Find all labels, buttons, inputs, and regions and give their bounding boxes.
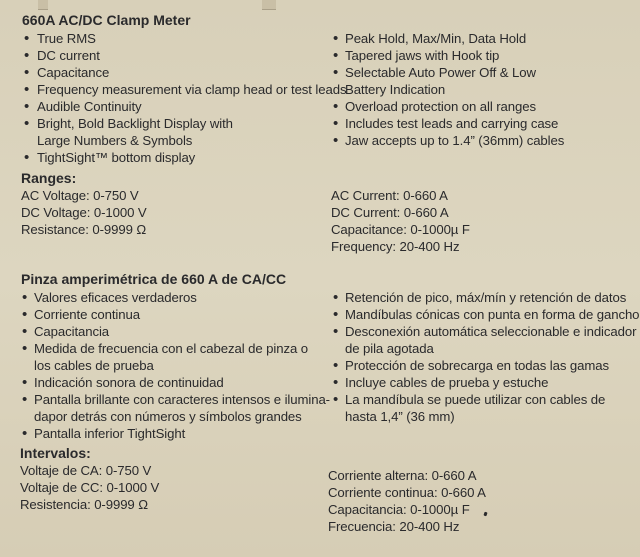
section-title: 660A AC/DC Clamp Meter: [22, 12, 191, 28]
feature-text: Peak Hold, Max/Min, Data Hold: [345, 31, 527, 46]
range-value: Corriente alterna: 0-660 A: [328, 468, 477, 483]
range-value: DC Current: 0-660 A: [331, 205, 449, 220]
feature-text: Large Numbers & Symbols: [37, 133, 193, 148]
range-value: Capacitance: 0-1000µ F: [331, 222, 470, 237]
feature-text: Tapered jaws with Hook tip: [345, 48, 500, 63]
feature-text: Mandíbulas cónicas con punta en forma de gancho: [345, 307, 640, 322]
range-value: Resistencia: 0-9999 Ω: [20, 497, 148, 512]
bullet-icon: •: [333, 306, 339, 323]
bullet-icon: •: [22, 340, 28, 357]
bullet-icon: •: [24, 81, 30, 98]
range-value: Voltaje de CC: 0-1000 V: [20, 480, 160, 495]
range-value: Corriente continua: 0-660 A: [328, 485, 486, 500]
bullet-icon: •: [333, 30, 339, 47]
feature-text: Selectable Auto Power Off & Low: [345, 65, 536, 80]
feature-text: los cables de prueba: [34, 358, 154, 373]
bullet-icon: •: [333, 357, 339, 374]
bullet-icon: •: [24, 47, 30, 64]
bullet-icon: •: [24, 98, 30, 115]
range-value: Frecuencia: 20-400 Hz: [328, 519, 460, 534]
bullet-icon: •: [24, 30, 30, 47]
feature-text: Includes test leads and carrying case: [345, 116, 559, 131]
feature-text: Protección de sobrecarga en todas las gamas: [345, 358, 610, 373]
bullet-icon: •: [333, 115, 339, 132]
bullet-icon: •: [22, 323, 28, 340]
range-value: AC Current: 0-660 A: [331, 188, 448, 203]
feature-text: Pantalla inferior TightSight: [34, 426, 186, 441]
bullet-icon: •: [333, 47, 339, 64]
feature-text: Retención de pico, máx/mín y retención de datos: [345, 290, 627, 305]
feature-text: Jaw accepts up to 1.4” (36mm) cables: [345, 133, 565, 148]
bullet-icon: •: [24, 64, 30, 81]
feature-text: DC current: [37, 48, 100, 63]
feature-text: Audible Continuity: [37, 99, 142, 114]
feature-text: hasta 1,4” (36 mm): [345, 409, 455, 424]
bullet-icon: •: [333, 98, 339, 115]
ranges-heading: Intervalos:: [20, 445, 91, 461]
feature-text: La mandíbula se puede utilizar con cables de: [345, 392, 606, 407]
bullet-icon: •: [22, 425, 28, 442]
ranges-heading: Ranges:: [21, 170, 77, 186]
feature-text: Medida de frecuencia con el cabezal de pinza o: [34, 341, 308, 356]
range-value: Frequency: 20-400 Hz: [331, 239, 460, 254]
top-edge-notch: [38, 0, 48, 10]
bullet-icon: •: [333, 374, 339, 391]
feature-text: Battery Indication: [345, 82, 446, 97]
range-value: Capacitancia: 0-1000µ F: [328, 502, 470, 517]
feature-text: Indicación sonora de continuidad: [34, 375, 224, 390]
feature-text: Capacitancia: [34, 324, 110, 339]
feature-text: Overload protection on all ranges: [345, 99, 536, 114]
bullet-icon: •: [22, 306, 28, 323]
bullet-icon: •: [333, 289, 339, 306]
range-value: Voltaje de CA: 0-750 V: [20, 463, 152, 478]
ink-speck: [483, 512, 487, 517]
bullet-icon: •: [22, 374, 28, 391]
bullet-icon: •: [333, 64, 339, 81]
top-edge-notch: [262, 0, 276, 10]
feature-text: Valores eficaces verdaderos: [34, 290, 197, 305]
range-value: Resistance: 0-9999 Ω: [21, 222, 147, 237]
feature-text: Pantalla brillante con caracteres intensos e ilumina-: [34, 392, 330, 407]
bullet-icon: •: [24, 149, 30, 166]
bullet-icon: •: [22, 289, 28, 306]
section-title: Pinza amperimétrica de 660 A de CA/CC: [21, 271, 287, 287]
feature-text: True RMS: [37, 31, 96, 46]
feature-text: Capacitance: [37, 65, 110, 80]
feature-text: Corriente continua: [34, 307, 140, 322]
feature-text: dapor detrás con números y símbolos grandes: [34, 409, 302, 424]
bullet-icon: •: [333, 391, 339, 408]
range-value: DC Voltage: 0-1000 V: [21, 205, 147, 220]
bullet-icon: •: [333, 132, 339, 149]
bullet-icon: •: [333, 323, 339, 340]
feature-text: TightSight™ bottom display: [37, 150, 196, 165]
feature-text: Incluye cables de prueba y estuche: [345, 375, 549, 390]
feature-text: Bright, Bold Backlight Display with: [37, 116, 233, 131]
bullet-icon: •: [22, 391, 28, 408]
feature-text: Frequency measurement via clamp head or test leads: [37, 82, 347, 97]
feature-text: Desconexión automática seleccionable e indicador: [345, 324, 637, 339]
range-value: AC Voltage: 0-750 V: [21, 188, 139, 203]
bullet-icon: •: [24, 115, 30, 132]
feature-text: de pila agotada: [345, 341, 434, 356]
